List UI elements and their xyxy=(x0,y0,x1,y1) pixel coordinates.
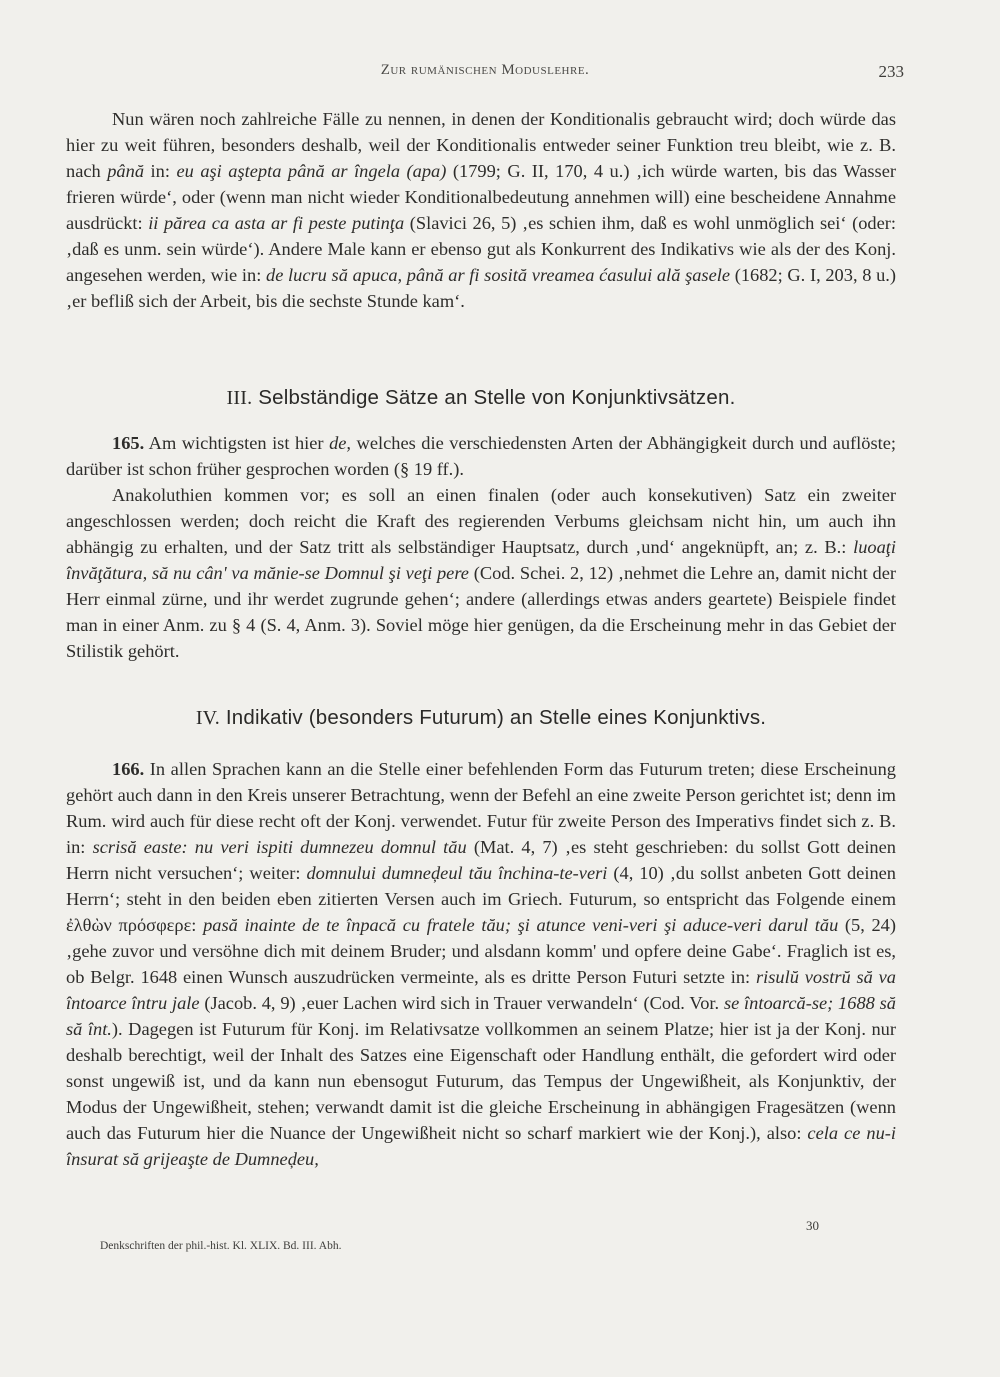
italic-example: eu aşi aştepta până ar îngela (apa) xyxy=(176,161,447,181)
italic-example: scrisă easte: nu veri ispiti dumnezeu domnul tău xyxy=(92,837,467,857)
italic-example: domnului dumneḑeul tău închina-te-veri xyxy=(306,863,608,883)
italic-example: se întoarcă-se; 1688 să să înt. xyxy=(66,993,896,1039)
paragraph-number: 165. xyxy=(112,433,145,453)
italic-example: risulŭ vostrŭ să va întoarce întru jale xyxy=(66,967,897,1013)
text-run: ). Dagegen ist Futurum für Konj. im Relativsatze vollkommen an seinem Platze; hier ist ja der Konj. nur deshalb berechtigt, weil der Inhalt des Satzes eine Eigenschaft oder Handlung enthält, die gefordert wird oder sonst ungewiß ist, und da kann nun ebensogut Futurum, das Tempus der Ungewißheit, als Konjunktiv, der Modus der Ungewißheit, stehen; verwandt damit ist die gleiche Erscheinung in abhängigen Fragesätzen (wenn auch das Futurum hier die Nuance der Ungewißheit nicht so scharf markiert wie der Konj.), also: xyxy=(66,1019,896,1143)
section-title: Indikativ (besonders Futurum) an Stelle eines Konjunktivs. xyxy=(225,706,767,729)
running-title: Zur rumänischen Moduslehre. xyxy=(380,62,590,78)
text-run: (Cod. Schei. 2, 12) ‚nehmet die Lehre an, damit nicht der Herr einmal zürne, und ihr werdet zugrunde gehen‘; andere (allerdings etwas anders geartete) Beispiele findet man in einer Anm. zu § 4 (S. 4, Anm. 3). Soviel möge hier genügen, da die Erscheinung mehr in das Gebiet der Stilistik gehört. xyxy=(66,563,896,661)
footer-note: Denkschriften der phil.-hist. Kl. XLIX. Bd. III. Abh. xyxy=(100,1240,342,1252)
text-run: (4, 10) ‚du sollst anbeten Gott deinen Herrn‘; steht in den beiden eben zitierten Versen auch im Griech. Futurum, so entspricht das Folgende einem ἐλθὼν πρόσφερε: xyxy=(66,863,896,935)
paragraph-number: 166. xyxy=(112,759,145,779)
section-numeral: IV. xyxy=(195,707,220,729)
page-number: 233 xyxy=(878,62,904,81)
italic-example: până xyxy=(107,161,145,181)
italic-example: ii părea ca asta ar fi peste putinţa xyxy=(148,213,405,233)
section-title: Selbständige Sätze an Stelle von Konjunktivsätzen. xyxy=(258,386,736,409)
paragraph-166 xyxy=(66,756,896,1172)
paragraph-165 xyxy=(66,430,896,664)
text-run: Am wichtigsten ist hier xyxy=(144,433,330,453)
text-run: in: xyxy=(144,161,177,181)
text-run: (Jacob. 4, 9) ‚euer Lachen wird sich in Trauer verwandeln‘ (Cod. Vor. xyxy=(199,993,724,1013)
text-run: welches die verschiedensten Arten der Abhängigkeit durch und auflöste; darüber ist schon früher gesprochen worden (§ 19 ff.). xyxy=(66,433,896,479)
section-heading-4 xyxy=(66,706,896,730)
italic-example: cela ce nu-i însurat să grijeaşte de Dumneḑeu, xyxy=(66,1123,896,1169)
italic-example: pasă inainte de te înpacă cu fratele tău; şi atunce veni-veri şi aduce-veri darul tău xyxy=(203,915,839,935)
text-run: (Mat. 4, 7) ‚es steht geschrieben: du sollst Gott deinen Herrn nicht versuchen‘; weiter: xyxy=(66,837,896,883)
italic-example: de lucru să apuca, până ar fi sosită vreamea ćasului ală şasele xyxy=(266,265,731,285)
italic-example: de, xyxy=(329,433,352,453)
italic-example: luoaţi învăţătura, să nu cân' va mănie-se Domnul şi veţi pere xyxy=(66,537,896,583)
text-run: (Slavici 26, 5) ‚es schien ihm, daß es wohl unmöglich sei‘ (oder: ‚daß es unm. sein würde‘). Andere Male kann er ebenso gut als Konkurrent des Indikativs wie als der des Konj. angesehen werden, wie in: xyxy=(66,213,896,285)
text-run: In allen Sprachen kann an die Stelle einer befehlenden Form das Futurum treten; diese Erscheinung gehört auch dann in den Kreis unserer Betrachtung, wenn der Befehl an eine zweite Person gerichtet ist; denn im Rum. wird auch für diese recht oft der Konj. verwendet. Futur für zweite Person des Imperativs findet sich z. B. in: xyxy=(66,759,896,857)
page-header xyxy=(66,62,904,92)
text-run: (5, 24) ‚gehe zuvor und versöhne dich mit deinem Bruder; und alsdann komm' und opfere deine Gabe‘. Fraglich ist es, ob Belgr. 1648 einen Wunsch auszudrücken vermeinte, als es dritte Person Futuri setzte in: xyxy=(66,915,896,987)
signature-number: 30 xyxy=(806,1218,819,1233)
text-run: Nun wären noch zahlreiche Fälle zu nennen, in denen der Konditionalis gebraucht wird; doch würde das hier zu weit führen, besonders deshalb, weil der Konditionalis entweder seiner Funktion treu bleibt, wie z. B. nach xyxy=(66,109,896,181)
text-run: (1799; G. II, 170, 4 u.) ‚ich würde warten, bis das Wasser frieren würde‘, oder (wenn man nicht wieder Konditionalbedeutung annehmen will) eine bescheidene Annahme ausdrückt: xyxy=(66,161,896,233)
section-numeral: III. xyxy=(226,387,253,409)
section-heading-3 xyxy=(66,386,896,410)
text-run: Anakoluthien kommen vor; es soll an einen finalen (oder auch konsekutiven) Satz ein zweiter angeschlossen werden; doch reicht die Kraft des regierenden Verbums gleichsam nicht hin, um auch ihn abhängig zu erhalten, und der Satz tritt als selbständiger Hauptsatz, durch ‚und‘ angeknüpft, an; z. B.: xyxy=(66,485,896,557)
text-run: (1682; G. I, 203, 8 u.) ‚er befliß sich der Arbeit, bis die sechste Stunde kam‘. xyxy=(66,265,897,311)
paragraph-konditionalis xyxy=(66,106,896,314)
